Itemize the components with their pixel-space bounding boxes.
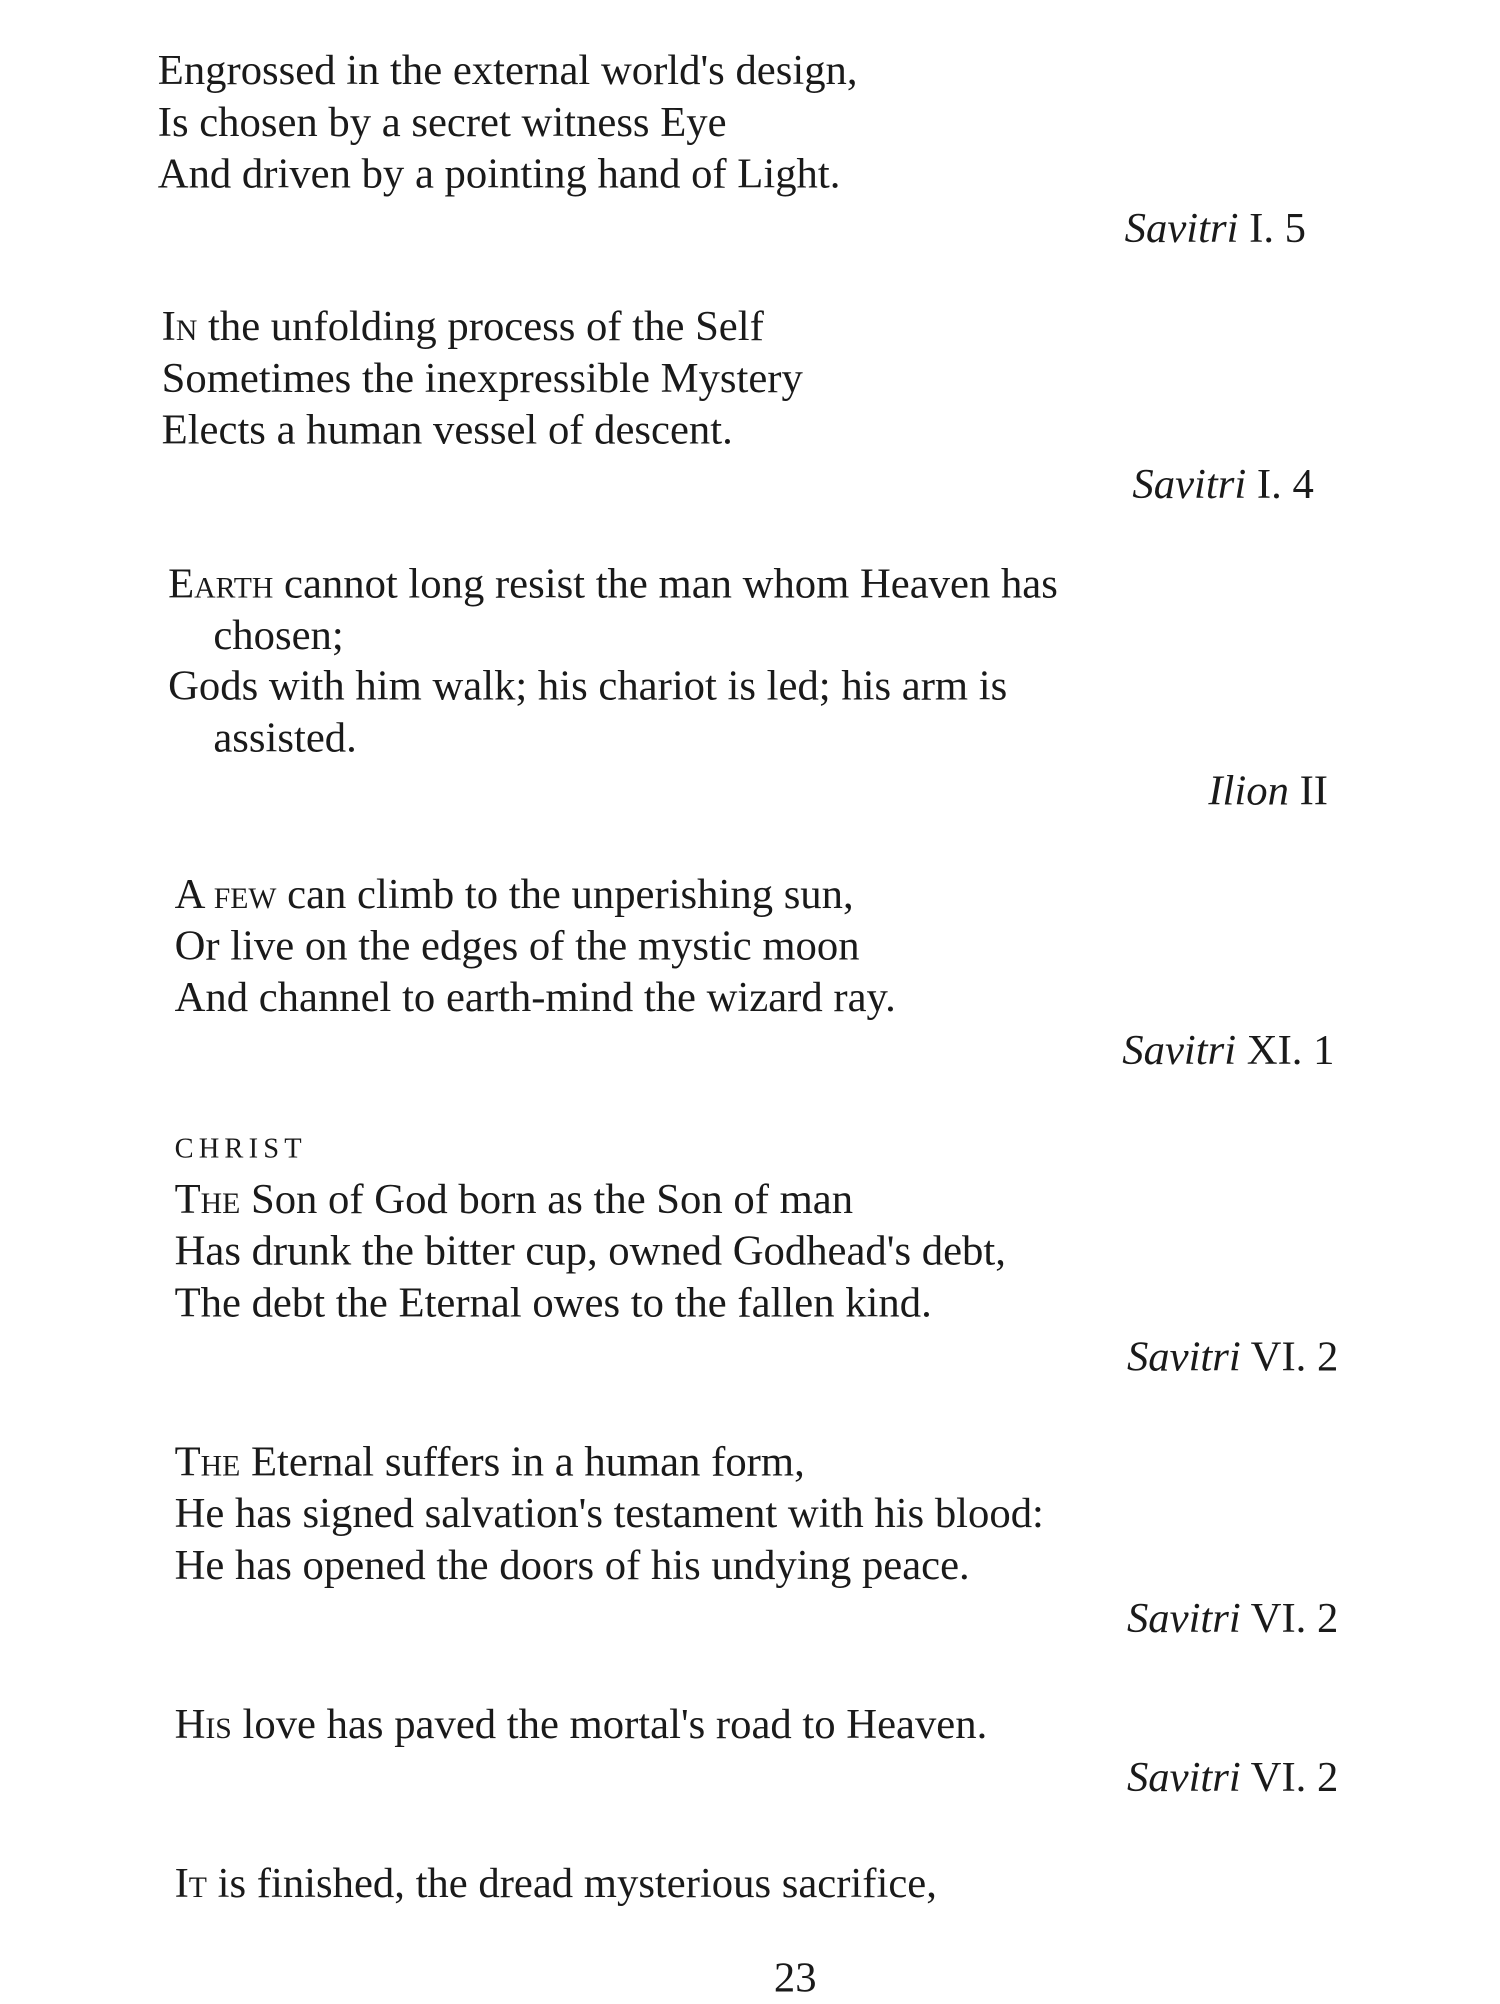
section-heading: CHRIST [174, 1131, 307, 1164]
citation-work: Savitri [1126, 1334, 1241, 1382]
verse-line [175, 972, 896, 1024]
verse-line [175, 869, 854, 921]
lead-word: The [174, 1439, 241, 1486]
line-text: Has drunk the bitter cup, owned Godhead's debt, [174, 1228, 1006, 1275]
verse-line [175, 1174, 854, 1226]
page-number: 23 [773, 1955, 817, 2002]
verse-line [175, 1226, 1006, 1278]
verse-line [158, 45, 858, 97]
line-text: Son of God born as the Son of man [240, 1176, 854, 1224]
verse-line [162, 353, 803, 405]
line-text: Sometimes the inexpressible Mystery [161, 355, 803, 403]
line-text: chosen; [213, 612, 344, 660]
line-text: Engrossed in the external world's design, [157, 47, 858, 95]
line-text: love has paved the mortal's road to Heaven. [231, 1701, 988, 1749]
citation-work: Savitri [1126, 1754, 1241, 1802]
verse-line [175, 1278, 932, 1330]
citation [1127, 1752, 1338, 1804]
line-text: Or live on the edges of the mystic moon [174, 923, 860, 970]
verse-line [162, 301, 764, 353]
citation [1125, 203, 1306, 255]
line-text: He has opened the doors of his undying peace. [174, 1542, 970, 1590]
citation-ref: VI. 2 [1240, 1595, 1339, 1643]
verse-line [158, 97, 727, 149]
verse-line [213, 610, 343, 662]
citation [1208, 766, 1328, 818]
citation-work: Savitri [1124, 205, 1239, 253]
line-text: Eternal suffers in a human form, [240, 1439, 805, 1486]
verse-line [175, 1858, 937, 1910]
citation-work: Savitri [1126, 1595, 1241, 1643]
line-text: He has signed salvation's testament with his blood: [174, 1490, 1044, 1538]
lead-word: In [161, 303, 198, 351]
line-text: can climb to the unperishing sun, [276, 871, 854, 919]
citation-ref: XI. 1 [1236, 1028, 1335, 1075]
citation-ref: I. 5 [1238, 205, 1307, 253]
verse-line [175, 1699, 988, 1751]
verse-line [175, 921, 860, 973]
line-text: assisted. [213, 715, 357, 762]
verse-line [175, 1437, 805, 1489]
lead-word: The [174, 1176, 241, 1224]
line-text: cannot long resist the man whom Heaven has [273, 561, 1058, 608]
lead-word: Earth [168, 561, 274, 608]
citation [1127, 1593, 1338, 1645]
line-text: Is chosen by a secret witness Eye [157, 99, 727, 147]
citation-ref: VI. 2 [1240, 1754, 1339, 1802]
citation [1127, 1332, 1338, 1384]
line-text: the unfolding process of the Self [197, 303, 764, 351]
citation [1122, 1025, 1334, 1077]
lead-word: His [174, 1701, 232, 1749]
line-text: And channel to earth-mind the wizard ray. [174, 974, 896, 1022]
citation-work: Ilion [1208, 768, 1289, 815]
citation [1132, 459, 1313, 511]
verse-line [213, 712, 356, 764]
citation-ref: VI. 2 [1240, 1334, 1339, 1382]
citation-work: Savitri [1132, 461, 1247, 509]
verse-line [175, 1540, 970, 1592]
verse-line [175, 1488, 1044, 1540]
line-text: is finished, the dread mysterious sacrifice, [206, 1860, 937, 1908]
line-text: Gods with him walk; his chariot is led; his arm is [168, 663, 1008, 710]
lead-word: It [174, 1860, 207, 1908]
lead-word: A few [174, 871, 277, 919]
citation-ref: II [1288, 768, 1329, 815]
line-text: The debt the Eternal owes to the fallen kind. [174, 1280, 932, 1327]
line-text: And driven by a pointing hand of Light. [157, 151, 841, 198]
verse-line [158, 149, 841, 201]
verse-line [168, 661, 1007, 713]
line-text: Elects a human vessel of descent. [161, 407, 733, 454]
citation-work: Savitri [1122, 1028, 1237, 1075]
verse-line [162, 405, 733, 457]
verse-line [168, 559, 1058, 611]
citation-ref: I. 4 [1246, 461, 1314, 509]
